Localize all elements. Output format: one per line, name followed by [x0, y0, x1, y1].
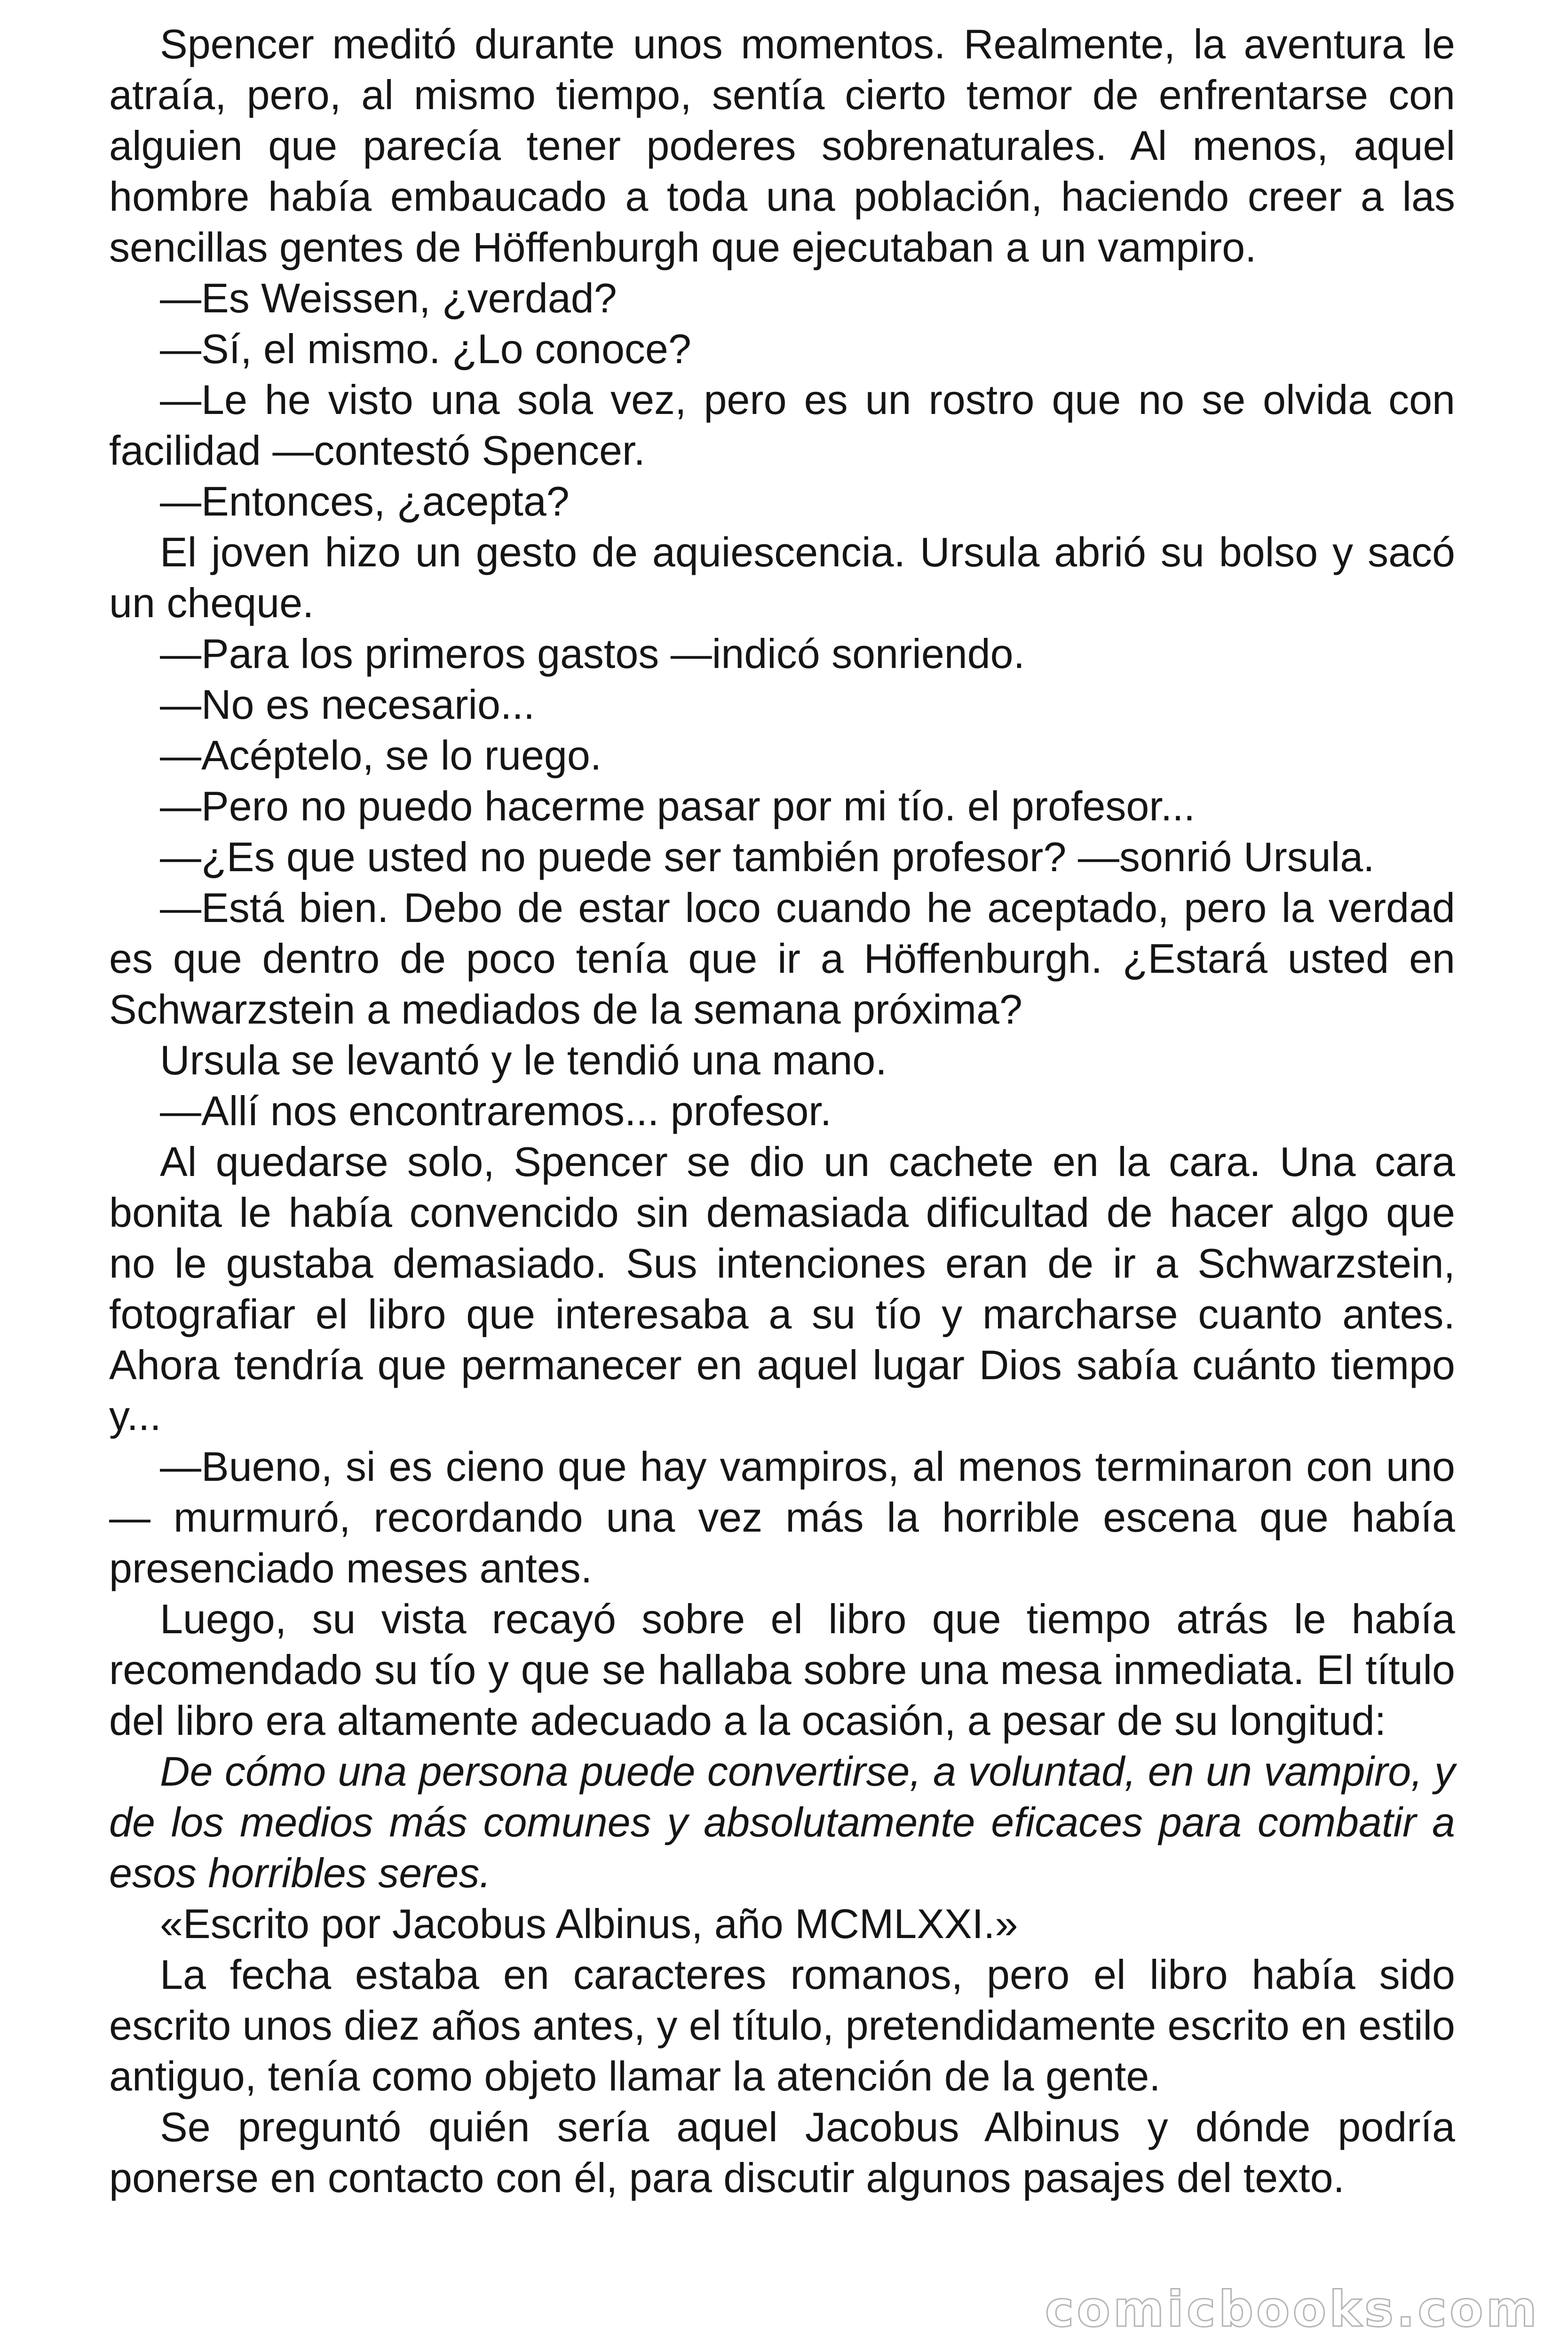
- page-body: [109, 19, 1455, 2203]
- book-title-paragraph: De cómo una persona puede convertirse, a voluntad, en un vampiro, y de los medios más comunes y absolutamente eficaces para combatir a esos horribles seres.: [109, 1748, 1455, 1896]
- paragraph: —No es necesario...: [160, 681, 535, 728]
- paragraph: —Para los primeros gastos —indicó sonriendo.: [160, 630, 1025, 677]
- paragraph: —¿Es que usted no puede ser también profesor? —sonrió Ursula.: [160, 834, 1375, 880]
- paragraph: —Sí, el mismo. ¿Lo conoce?: [160, 326, 691, 372]
- paragraph: —Allí nos encontraremos... profesor.: [160, 1088, 832, 1134]
- paragraph: Al quedarse solo, Spencer se dio un cachete en la cara. Una cara bonita le había convencido sin demasiada dificultad de hacer algo que no le gustaba demasiado. Sus intenciones eran de ir a Schwarzstein, fotografiar el libro que interesaba a su tío y marcharse cuanto antes. Ahora tendría que permanecer en aquel lugar Dios sabía cuánto tiempo y...: [109, 1138, 1455, 1439]
- paragraph: La fecha estaba en caracteres romanos, pero el libro había sido escrito unos diez años antes, y el título, pretendidamente escrito en estilo antiguo, tenía como objeto llamar la atención de la gente.: [109, 1951, 1455, 2099]
- paragraph: —Pero no puedo hacerme pasar por mi tío. el profesor...: [160, 783, 1196, 829]
- paragraph: «Escrito por Jacobus Albinus, año MCMLXXI.»: [160, 1900, 1018, 1947]
- paragraph: —Es Weissen, ¿verdad?: [160, 275, 617, 321]
- paragraph: —Acéptelo, se lo ruego.: [160, 732, 602, 779]
- watermark-logo: comicbooks.com: [1045, 2280, 1540, 2338]
- paragraph: Se preguntó quién sería aquel Jacobus Albinus y dónde podría ponerse en contacto con él, para discutir algunos pasajes del texto.: [109, 2104, 1455, 2201]
- paragraph: —Bueno, si es cieno que hay vampiros, al menos terminaron con uno — murmuró, recordando una vez más la horrible escena que había presenciado meses antes.: [109, 1443, 1455, 1591]
- paragraph: El joven hizo un gesto de aquiescencia. Ursula abrió su bolso y sacó un cheque.: [109, 529, 1455, 626]
- paragraph: —Está bien. Debo de estar loco cuando he aceptado, pero la verdad es que dentro de poco tenía que ir a Höffenburgh. ¿Estará usted en Schwarzstein a mediados de la semana próxima?: [109, 884, 1455, 1033]
- paragraph: —Entonces, ¿acepta?: [160, 478, 570, 524]
- paragraph: —Le he visto una sola vez, pero es un rostro que no se olvida con facilidad —contestó Spencer.: [109, 376, 1455, 474]
- paragraph: Luego, su vista recayó sobre el libro que tiempo atrás le había recomendado su tío y que se hallaba sobre una mesa inmediata. El título del libro era altamente adecuado a la ocasión, a pesar de su longitud:: [109, 1596, 1455, 1744]
- paragraph: Ursula se levantó y le tendió una mano.: [160, 1037, 887, 1083]
- paragraph: Spencer meditó durante unos momentos. Realmente, la aventura le atraía, pero, al mismo tiempo, sentía cierto temor de enfrentarse con alguien que parecía tener poderes sobrenaturales. Al menos, aquel hombre había embaucado a toda una población, haciendo creer a las sencillas gentes de Höffenburgh que ejecutaban a un vampiro.: [109, 21, 1455, 270]
